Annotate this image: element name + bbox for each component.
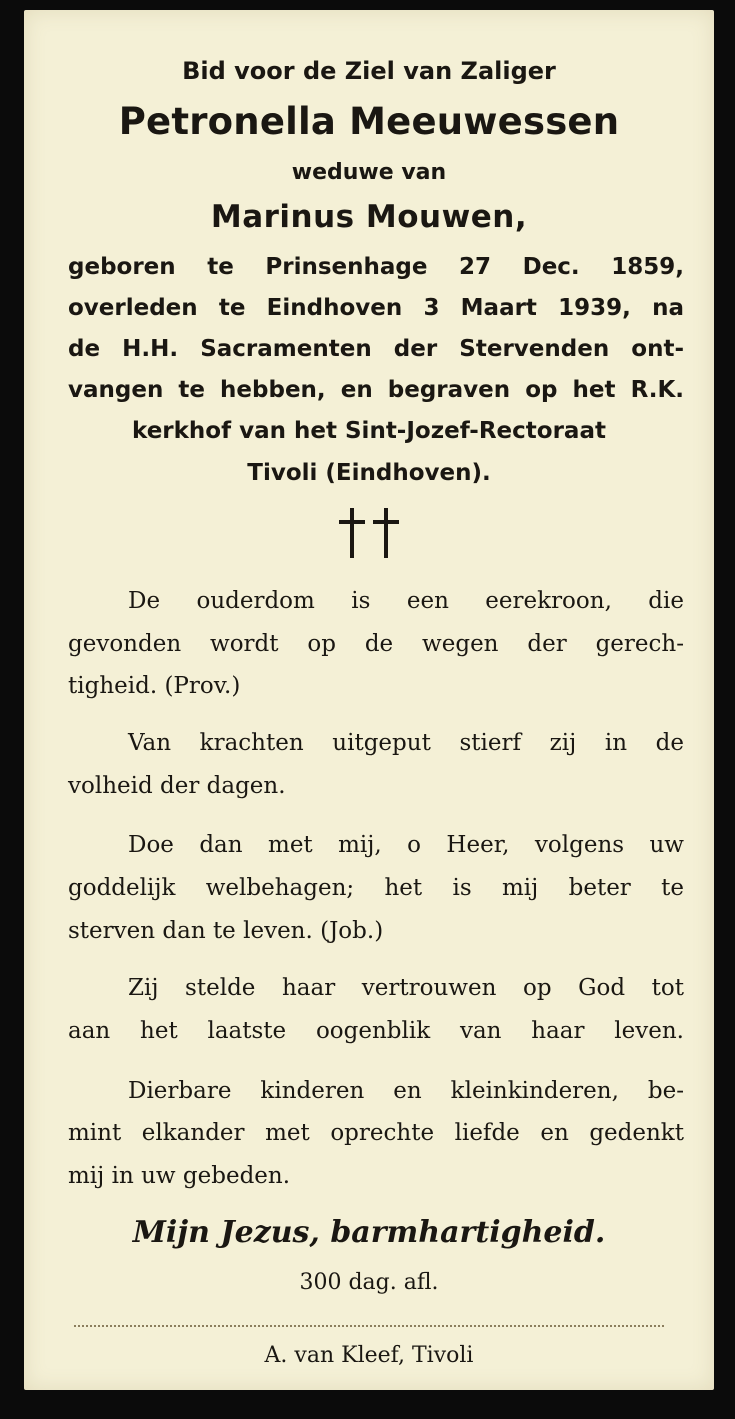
printer-credit: A. van Kleef, Tivoli (264, 1343, 474, 1368)
verse-line: mij in uw gebeden. (68, 1163, 291, 1189)
verse-line: Doe dan met mij, o Heer, volgens uw (128, 832, 684, 858)
biography-line: overleden te Eindhoven 3 Maart 1939, na (68, 295, 684, 321)
crosses-icon (24, 508, 714, 558)
biography-line: vangen te hebben, en begraven op het R.K. (68, 377, 684, 403)
verse-line: mint elkander met oprechte liefde en gedenkt (68, 1120, 684, 1146)
verse-line: De ouderdom is een eerekroon, die (128, 588, 684, 614)
biography-line: Tivoli (Eindhoven). (247, 460, 491, 486)
biography-line: de H.H. Sacramenten der Stervenden ont- (68, 336, 684, 362)
biography-line: kerkhof van het Sint-Jozef-Rectoraat (132, 418, 606, 444)
verse-line: gevonden wordt op de wegen der gerech- (68, 631, 684, 657)
verse-line: sterven dan te leven. (Job.) (68, 918, 384, 944)
husband-name: Marinus Mouwen, (210, 199, 528, 235)
closing-prayer: Mijn Jezus, barmhartigheid. (132, 1215, 606, 1250)
verse-line: volheid der dagen. (68, 773, 286, 799)
verse-line: aan het laatste oogenblik van haar leven. (68, 1018, 684, 1044)
intro-line: Bid voor de Ziel van Zaliger (182, 57, 556, 85)
divider (74, 1325, 664, 1327)
indulgence-note: 300 dag. afl. (299, 1270, 439, 1295)
verse-line: Dierbare kinderen en kleinkinderen, be- (128, 1078, 684, 1104)
widow-of-label: weduwe van (291, 160, 447, 185)
deceased-name: Petronella Meeuwessen (118, 100, 620, 143)
verse-line: Van krachten uitgeput stierf zij in de (128, 730, 684, 756)
cross-icon (373, 508, 399, 558)
biography-line: geboren te Prinsenhage 27 Dec. 1859, (68, 254, 684, 280)
memorial-card (24, 10, 714, 1390)
verse-line: Zij stelde haar vertrouwen op God tot (128, 975, 684, 1001)
verse-line: goddelijk welbehagen; het is mij beter te (68, 875, 684, 901)
cross-icon (339, 508, 365, 558)
verse-line: tigheid. (Prov.) (68, 673, 241, 699)
